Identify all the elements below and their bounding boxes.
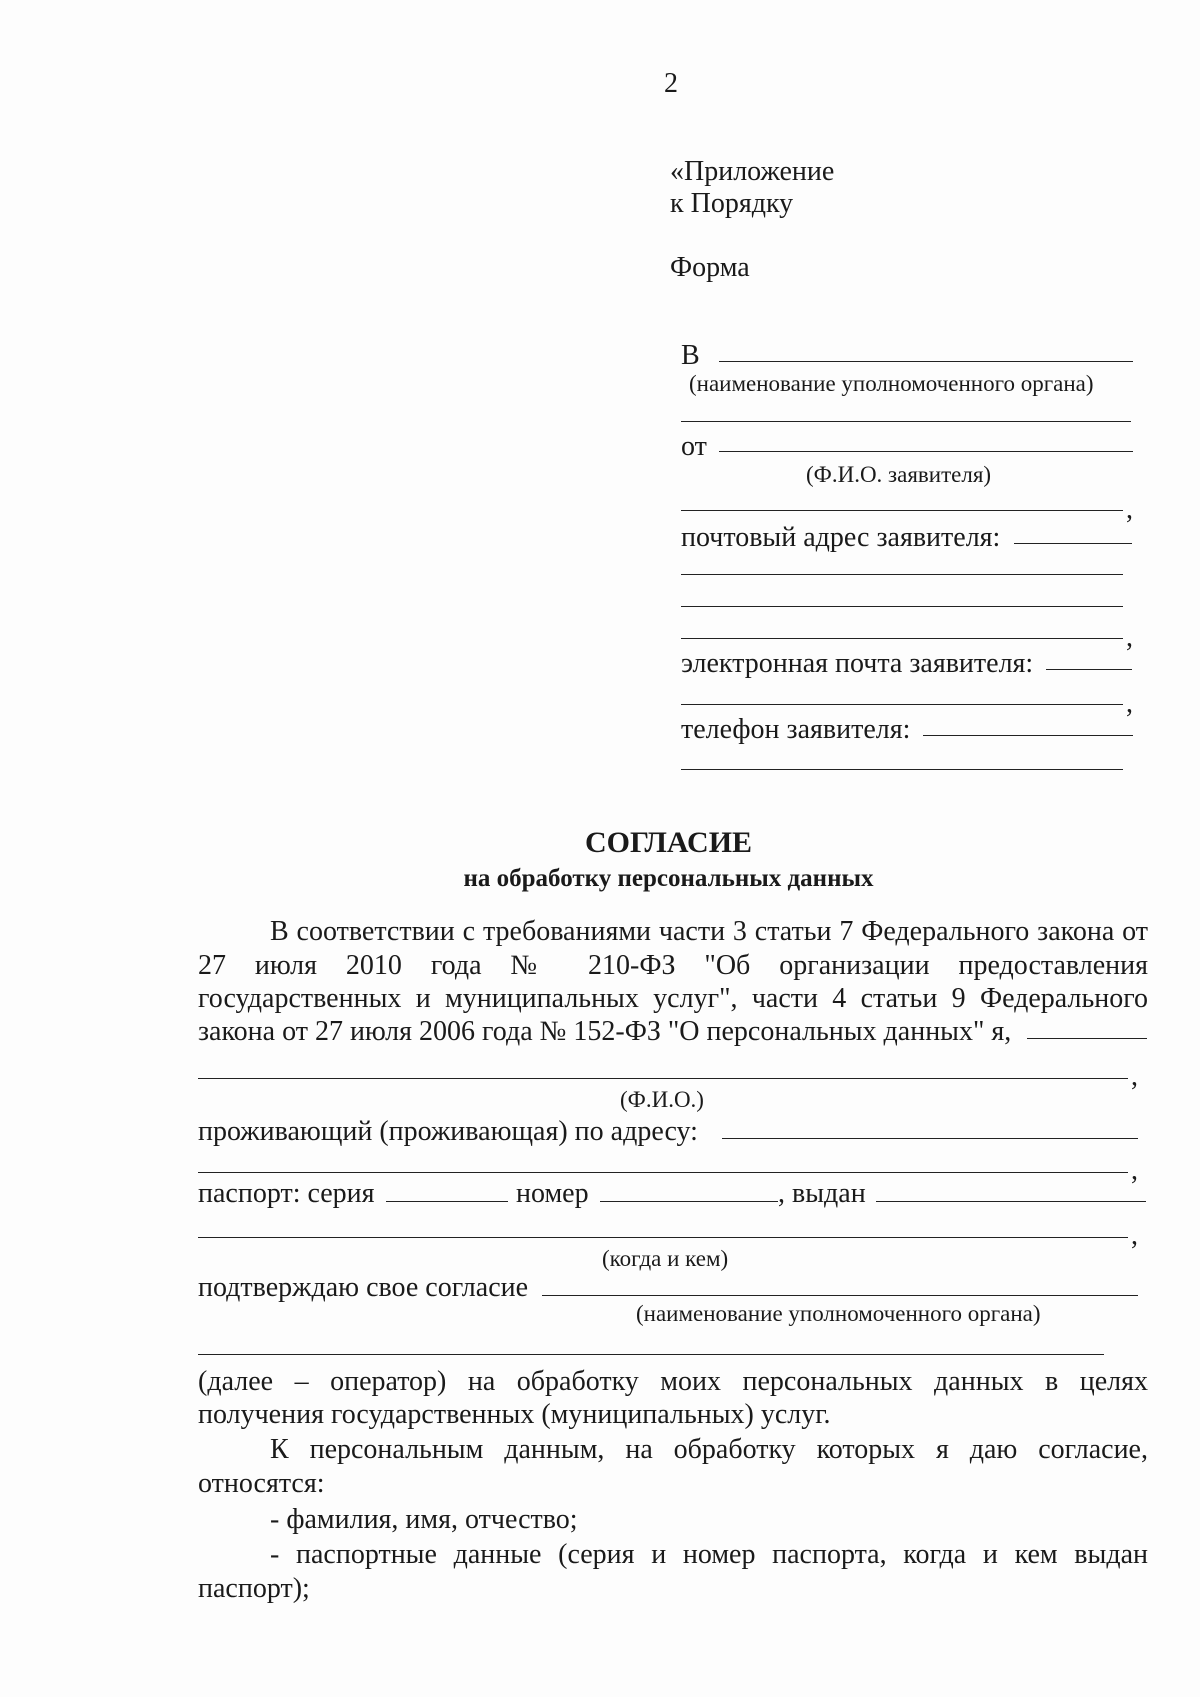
list-item-2-line-1: - паспортные данные (серия и номер паспорта, когда и кем выдан (270, 1539, 1148, 1570)
paragraph-3-line-1: К персональным данным, на обработку которых я даю согласие, (270, 1434, 1148, 1465)
confirm-label: подтверждаю свое согласие (198, 1272, 529, 1303)
appendix-title: «Приложение (670, 156, 835, 187)
paragraph-3-line-2: относятся: (198, 1468, 325, 1499)
paragraph-1-line-4: закона от 27 июля 2006 года № 152-ФЗ "О персональных данных" я, (198, 1016, 1012, 1047)
passport-series-label: паспорт: серия (198, 1178, 375, 1209)
fio-caption: (Ф.И.О.) (620, 1087, 704, 1112)
page-number: 2 (664, 68, 678, 99)
comma: , (1126, 622, 1133, 653)
applicant-caption: (Ф.И.О. заявителя) (806, 462, 992, 487)
list-item-1: - фамилия, имя, отчество; (270, 1504, 578, 1535)
passport-series-field[interactable] (386, 1201, 508, 1202)
residing-label: проживающий (проживающая) по адресу: (198, 1116, 698, 1147)
confirm-authority-field-2[interactable] (198, 1354, 1104, 1355)
postal-address-field[interactable] (1014, 543, 1132, 544)
residing-address-field-2[interactable] (198, 1172, 1128, 1173)
phone-label: телефон заявителя: (681, 714, 911, 745)
residing-address-field[interactable] (722, 1138, 1138, 1139)
passport-issued-label: , выдан (778, 1178, 866, 1209)
passport-issued-field[interactable] (876, 1201, 1146, 1202)
paragraph-2-line-1: (далее – оператор) на обработку моих персональных данных в целях (198, 1366, 1148, 1397)
comma: , (1126, 688, 1133, 719)
comma: , (1126, 494, 1133, 525)
authority-name-field-2[interactable] (681, 421, 1131, 422)
passport-issued-field-2[interactable] (198, 1237, 1128, 1238)
email-field-2[interactable] (681, 704, 1123, 705)
applicant-fio-field-2[interactable] (198, 1078, 1128, 1079)
passport-number-label: номер (516, 1178, 589, 1209)
email-field[interactable] (1046, 669, 1132, 670)
paragraph-2-line-2: получения государственных (муниципальных) услуг. (198, 1399, 831, 1430)
paragraph-1-line-2: 27 июля 2010 года № 210-ФЗ "Об организации предоставления (198, 950, 1148, 981)
applicant-name-field[interactable] (719, 451, 1133, 452)
form-label: Форма (670, 252, 750, 283)
phone-field-2[interactable] (681, 769, 1123, 770)
consent-subtitle: на обработку персональных данных (463, 865, 874, 892)
email-label: электронная почта заявителя: (681, 648, 1034, 679)
postal-address-label: почтовый адрес заявителя: (681, 522, 1001, 553)
authority-name-field[interactable] (719, 361, 1133, 362)
applicant-fio-field[interactable] (1027, 1038, 1147, 1039)
postal-address-field-3[interactable] (681, 606, 1123, 607)
from-prefix: от (681, 431, 707, 462)
authority-caption: (наименование уполномоченного органа) (689, 371, 1094, 396)
comma: , (1131, 1155, 1138, 1186)
paragraph-1-line-1: В соответствии с требованиями части 3 статьи 7 Федерального закона от (270, 916, 1148, 947)
comma: , (1131, 1220, 1138, 1251)
appendix-subtitle: к Порядку (670, 188, 794, 219)
confirm-authority-field[interactable] (542, 1295, 1138, 1296)
to-prefix: В (681, 340, 700, 371)
list-item-2-line-2: паспорт); (198, 1573, 310, 1604)
phone-field[interactable] (923, 735, 1133, 736)
issued-caption: (когда и кем) (602, 1246, 729, 1271)
passport-number-field[interactable] (600, 1201, 778, 1202)
applicant-name-field-2[interactable] (681, 510, 1123, 511)
postal-address-field-4[interactable] (681, 638, 1123, 639)
paragraph-1-line-3: государственных и муниципальных услуг", части 4 статьи 9 Федерального (198, 983, 1148, 1014)
confirm-caption: (наименование уполномоченного органа) (636, 1301, 1041, 1326)
comma: , (1131, 1061, 1138, 1092)
consent-title: СОГЛАСИЕ (584, 826, 753, 859)
postal-address-field-2[interactable] (681, 574, 1123, 575)
